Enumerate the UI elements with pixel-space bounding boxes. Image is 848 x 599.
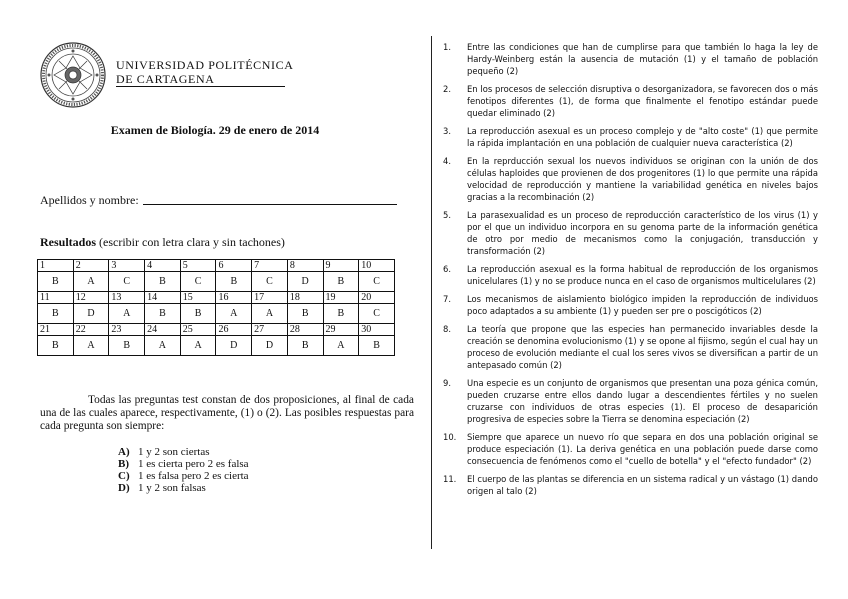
- question-item: [443, 431, 818, 467]
- question-text: Una especie es un conjunto de organismos que presentan una poza génica común, pueden cruzarse entre ellos dando lugar a descendientes fértiles y no suelen cruzarse con individuos de otras especies (1). El proceso de desaparición progresiva de especies sobre la Tierra se denomina especiación (2): [467, 378, 818, 424]
- answer-cell[interactable]: C: [359, 304, 395, 324]
- answer-cell[interactable]: B: [38, 304, 74, 324]
- question-item: [443, 41, 818, 77]
- answer-cell[interactable]: B: [287, 304, 323, 324]
- question-number-cell: 7: [252, 260, 288, 272]
- question-number-cell: 15: [180, 292, 216, 304]
- question-number-cell: 11: [38, 292, 74, 304]
- answer-option: [118, 470, 249, 482]
- column-divider: [431, 36, 432, 549]
- question-number-cell: 28: [287, 324, 323, 336]
- question-number: 8.: [443, 324, 451, 334]
- answer-cell[interactable]: B: [359, 336, 395, 356]
- question-number-cell: 30: [359, 324, 395, 336]
- question-text: La reproducción asexual es un proceso complejo y de "alto coste" (1) que permite la rápida implantación en una población de cualquier nueva característica (2): [467, 126, 818, 148]
- question-number-cell: 20: [359, 292, 395, 304]
- answer-cell[interactable]: A: [109, 304, 145, 324]
- question-text: Entre las condiciones que han de cumplirse para que también lo haga la ley de Hardy-Weinberg están la ausencia de mutación (1) y el tamaño de población pequeño (2): [467, 42, 818, 76]
- answer-cell[interactable]: D: [287, 272, 323, 292]
- university-seal: [40, 42, 106, 108]
- question-number-cell: 21: [38, 324, 74, 336]
- question-number-cell: 1: [38, 260, 74, 272]
- question-text: Los mecanismos de aislamiento biológico impiden la reproducción de individuos poco adaptados a su ambiente (1) y pueden ser pre o poscigóticos (2): [467, 294, 818, 316]
- question-number-cell: 29: [323, 324, 359, 336]
- question-list: [443, 41, 818, 503]
- question-number-cell: 17: [252, 292, 288, 304]
- exam-title: Examen de Biología. 29 de enero de 2014: [110, 123, 320, 137]
- answer-number-row: [38, 292, 395, 304]
- question-number-cell: 6: [216, 260, 252, 272]
- question-number: 2.: [443, 84, 451, 94]
- university-line2: DE CARTAGENA: [116, 72, 285, 87]
- question-number: 9.: [443, 378, 451, 388]
- answer-cell[interactable]: B: [287, 336, 323, 356]
- question-number: 7.: [443, 294, 451, 304]
- question-item: [443, 293, 818, 317]
- answer-value-row: [38, 304, 395, 324]
- question-text: En los procesos de selección disruptiva o desorganizadora, se favorecen dos o más fenotipos diferentes (1), de forma que finalmente el fenotipo estándar puede quedar eliminado (2): [467, 84, 818, 118]
- answer-cell[interactable]: C: [359, 272, 395, 292]
- question-item: [443, 473, 818, 497]
- question-number-cell: 2: [73, 260, 109, 272]
- answer-cell[interactable]: B: [145, 304, 181, 324]
- question-number-cell: 13: [109, 292, 145, 304]
- instructions-intro: Todas las preguntas test constan de dos proposiciones, al final de cada una de las cuales aparece, respectivamente, (1) o (2). Las posibles respuestas para cada pregunta son siempre:: [40, 394, 414, 432]
- question-item: [443, 155, 818, 203]
- name-label: Apellidos y nombre:: [40, 193, 139, 207]
- question-text: La teoría que propone que las especies han permanecido invariables desde la creación se denomina evolucionismo (1) y se opone al fijismo, según el cual hay un proceso de evolución mediante el cual los seres vivos se diversifican a partir de un antepasado común (2): [467, 324, 818, 370]
- option-text: 1 y 2 son ciertas: [138, 446, 210, 458]
- question-text: La reproducción asexual es la forma habitual de reproducción de los organismos unicelulares (1) y no se produce nunca en el caso de organismos multicelulares (2): [467, 264, 818, 286]
- answer-value-row: [38, 336, 395, 356]
- answer-option: [118, 446, 249, 458]
- question-text: El cuerpo de las plantas se diferencia en un sistema radical y un vástago (1) dando origen al talo (2): [467, 474, 818, 496]
- question-number: 11.: [443, 474, 457, 484]
- option-text: 1 es cierta pero 2 es falsa: [138, 458, 249, 470]
- answer-cell[interactable]: A: [73, 336, 109, 356]
- answer-cell[interactable]: D: [216, 336, 252, 356]
- option-letter: B): [118, 458, 129, 470]
- answer-cell[interactable]: C: [180, 272, 216, 292]
- answer-cell[interactable]: A: [323, 336, 359, 356]
- question-number-cell: 18: [287, 292, 323, 304]
- question-number-cell: 27: [252, 324, 288, 336]
- question-item: [443, 323, 818, 371]
- answer-number-row: [38, 260, 395, 272]
- answer-value-row: [38, 272, 395, 292]
- answer-cell[interactable]: B: [38, 272, 74, 292]
- answer-cell[interactable]: D: [73, 304, 109, 324]
- results-heading: [40, 235, 285, 250]
- answer-cell[interactable]: A: [73, 272, 109, 292]
- answer-cell[interactable]: B: [145, 272, 181, 292]
- option-text: 1 y 2 son falsas: [138, 482, 206, 494]
- question-text: Siempre que aparece un nuevo río que separa en dos una población original se produce especiación (1). La deriva genética en una población puede darse como consecuencia de fenómenos como el "cuello de botella" y el "efecto fundador" (2): [467, 432, 818, 466]
- question-text: En la reprducción sexual los nuevos individuos se originan con la unión de dos células haploides que provienen de dos progenitores (1) lo que permite una rápida velocidad de reproducción y mantiene la variabilidad genética en niveles bajos gracias a la recombinación (2): [467, 156, 818, 202]
- question-text: La parasexualidad es un proceso de reproducción característico de los virus (1) y por el que un individuo incorpora en su genoma parte de la información genética de otro por medio de mecanismos como la conjugación, transducción y transformación (2): [467, 210, 818, 256]
- answer-options: [118, 446, 249, 494]
- answer-table: [37, 259, 395, 356]
- question-number-cell: 22: [73, 324, 109, 336]
- question-number-cell: 23: [109, 324, 145, 336]
- answer-cell[interactable]: D: [252, 336, 288, 356]
- university-line1: UNIVERSIDAD POLITÉCNICA: [116, 58, 294, 72]
- answer-cell[interactable]: C: [109, 272, 145, 292]
- question-number-cell: 26: [216, 324, 252, 336]
- option-letter: D): [118, 482, 130, 494]
- option-letter: A): [118, 446, 130, 458]
- university-name: [116, 58, 293, 87]
- answer-cell[interactable]: A: [145, 336, 181, 356]
- question-number-cell: 25: [180, 324, 216, 336]
- question-number: 3.: [443, 126, 451, 136]
- question-number-cell: 14: [145, 292, 181, 304]
- name-input-line[interactable]: [143, 204, 397, 205]
- question-number: 5.: [443, 210, 451, 220]
- answer-cell[interactable]: C: [252, 272, 288, 292]
- answer-cell[interactable]: A: [216, 304, 252, 324]
- question-item: [443, 83, 818, 119]
- question-number: 4.: [443, 156, 451, 166]
- question-number: 10.: [443, 432, 457, 442]
- question-item: [443, 125, 818, 149]
- answer-cell[interactable]: B: [323, 272, 359, 292]
- question-number-cell: 19: [323, 292, 359, 304]
- answer-option: [118, 458, 249, 470]
- answer-cell[interactable]: B: [38, 336, 74, 356]
- question-number-cell: 4: [145, 260, 181, 272]
- question-number-cell: 24: [145, 324, 181, 336]
- question-number-cell: 12: [73, 292, 109, 304]
- question-number: 6.: [443, 264, 451, 274]
- question-number-cell: 8: [287, 260, 323, 272]
- answer-cell[interactable]: B: [180, 304, 216, 324]
- answer-cell[interactable]: B: [216, 272, 252, 292]
- answer-option: [118, 482, 249, 494]
- results-heading-note: (escribir con letra clara y sin tachones): [96, 235, 285, 249]
- question-number-cell: 16: [216, 292, 252, 304]
- answer-cell[interactable]: B: [109, 336, 145, 356]
- option-text: 1 es falsa pero 2 es cierta: [138, 470, 249, 482]
- question-item: [443, 377, 818, 425]
- answer-cell[interactable]: A: [252, 304, 288, 324]
- results-heading-bold: Resultados: [40, 235, 97, 249]
- question-item: [443, 263, 818, 287]
- option-letter: C): [118, 470, 130, 482]
- answer-cell[interactable]: A: [180, 336, 216, 356]
- question-number-cell: 3: [109, 260, 145, 272]
- question-number: 1.: [443, 42, 451, 52]
- question-number-cell: 9: [323, 260, 359, 272]
- question-item: [443, 209, 818, 257]
- question-number-cell: 5: [180, 260, 216, 272]
- answer-number-row: [38, 324, 395, 336]
- question-number-cell: 10: [359, 260, 395, 272]
- answer-cell[interactable]: B: [323, 304, 359, 324]
